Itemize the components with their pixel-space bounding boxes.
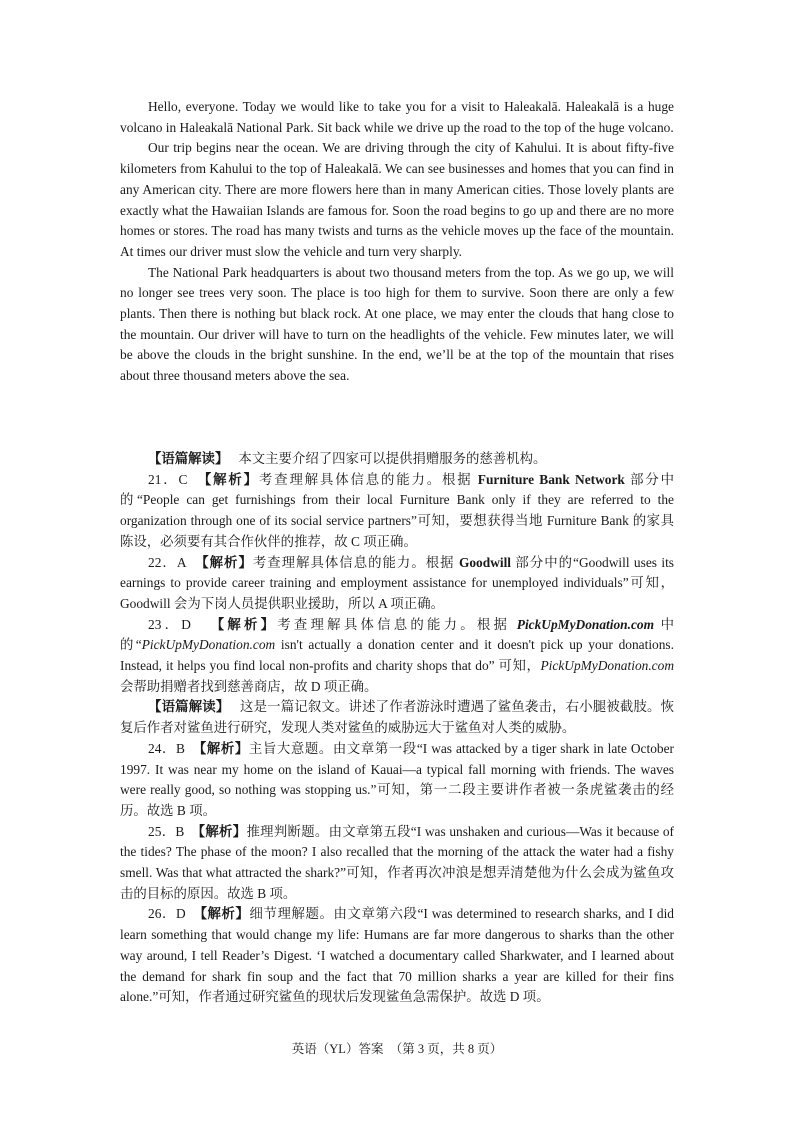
answer-text: 考查理解具体信息的能力。根据 [258, 471, 473, 487]
section-name: Furniture Bank Network [477, 471, 625, 487]
discourse-summary-1 [120, 449, 674, 470]
answer-analysis [120, 449, 674, 1008]
answer-text: 部分中的“Goodwill uses its earnings to provide career training and employment assistance for unemployed individuals”可知，Goodwill 会为下岗人员提供职业援助，所以 A 项正确。 [120, 554, 675, 611]
answer-text: 细节理解题。由文章第六段“I was determined to research sharks, and I did learn something that would change my life: Humans are far more dangerous to sharks than the other way around, I tell Reader’s Digest. ‘I watched a documentary called Sharkwater, and I learned about the demand for shark fin soup and the fact that 70 million sharks a year are killed for their fins alone.”可知，作者通过研究鲨鱼的现状后发现鲨鱼急需保护。故选 D 项。 [120, 906, 674, 1005]
question-number: 26．D [148, 906, 186, 922]
answer-24 [120, 739, 674, 822]
analysis-tag: 【解析】 [192, 740, 249, 756]
question-number: 22．A [148, 554, 187, 570]
answer-text: isn't actually a donation center and it doesn't pick up your donations. Instead, it helps you find local non-profits and charity shops that do” 可知， [120, 637, 674, 674]
question-number: 24．B [148, 740, 185, 756]
analysis-tag: 【解析】 [210, 616, 278, 632]
analysis-tag: 【解析】 [193, 906, 250, 922]
analysis-tag: 【解析】 [191, 823, 247, 839]
answer-text: 中的“ [120, 616, 674, 653]
answer-25 [120, 822, 674, 905]
analysis-tag: 【解析】 [195, 554, 253, 570]
question-number: 21．C [148, 471, 188, 487]
passage-paragraph-3: The National Park headquarters is about two thousand meters from the top. As we go up, we will no longer see trees very soon. The place is too high for them to survive. Soon there are only a few plants. Then there is nothing but black rock. At one place, we may enter the clouds that hang close to the mountain. Our driver will have to turn on the headlights of the vehicle. Few minutes later, we will be above the clouds in the bright sunshine. In the end, we’ll be at the top of the mountain that rises about three thousand meters above the sea. [120, 264, 674, 384]
discourse-summary-2 [120, 697, 674, 738]
answer-23 [120, 615, 674, 698]
discourse-tag: 【语篇解读】 [148, 451, 229, 466]
answer-text: 主旨大意题。由文章第一段“I was attacked by a tiger shark in late October 1997. It was near my home on the island of Kauai—a typical fall morning with friends. The waves were really good, so nothing was stopping us.”可知，第一二段主要讲作者被一条虎鲨袭击的经历。故选 B 项。 [120, 740, 675, 818]
page-footer: 英语（YL）答案 （第 3 页，共 8 页） [291, 1042, 503, 1056]
discourse-text: 本文主要介绍了四家可以提供捐赠服务的慈善机构。 [238, 451, 547, 466]
passage-paragraph-1: Hello, everyone. Today we would like to take you for a visit to Haleakalā. Haleakalā is a huge volcano in Haleakalā National Park. Sit back while we drive up the road to the top of the huge volcano. [120, 99, 674, 135]
section-name: PickUpMyDonation.com [516, 616, 655, 632]
answer-26 [120, 904, 674, 1008]
answer-21 [120, 470, 674, 553]
answer-22 [120, 553, 674, 615]
section-name: Goodwill [458, 554, 512, 570]
analysis-tag: 【解析】 [197, 471, 259, 487]
discourse-text: 这是一篇记叙文。讲述了作者游泳时遭遇了鲨鱼袭击，右小腿被截肢。恢复后作者对鲨鱼进行研究，发现人类对鲨鱼的威胁远大于鲨鱼对人类的威胁。 [120, 699, 675, 736]
passage-paragraph-2: Our trip begins near the ocean. We are driving through the city of Kahului. It is about fifty-five kilometers from Kahului to the top of Haleakalā. We can see businesses and homes that you can find in any American city. There are more flowers here than in many American cities. Those lovely plants are exactly what the Hawaiian Islands are famous for. Soon the road begins to go up and there are no more homes or stores. The road has many twists and turns as the vehicle moves up the face of the mountain. At times our driver must slow the vehicle and turn very sharply. [120, 140, 674, 259]
answer-text: 推理判断题。由文章第五段“I was unshaken and curious—Was it because of the tides? The phase of the moon? I also recalled that the morning of the attack the water had a fishy smell. Was that what attracted the shark?”可知，作者再次冲浪是想弄清楚他为什么会成为鲨鱼攻击的目标的原因。故选 B 项。 [120, 823, 675, 901]
question-number: 23．D [148, 616, 191, 632]
discourse-tag: 【语篇解读】 [148, 699, 230, 715]
question-number: 25．B [148, 823, 185, 839]
answer-text: 部分中的“People can get furnishings from their local Furniture Bank only if they are referred to the organization through one of its social service partners”可知，要想获得当地 Furniture Bank 的家具陈设，必须要有其合作伙伴的推荐，故 C 项正确。 [120, 471, 674, 549]
answer-text: 考查理解具体信息的能力。根据 [277, 616, 511, 632]
answer-text: 考查理解具体信息的能力。根据 [252, 554, 455, 570]
site-name: PickUpMyDonation.com [540, 658, 674, 674]
reading-passage [120, 97, 674, 387]
answer-text: 会帮助捐赠者找到慈善商店，故 D 项正确。 [120, 678, 378, 694]
site-name: PickUpMyDonation.com [141, 637, 276, 653]
